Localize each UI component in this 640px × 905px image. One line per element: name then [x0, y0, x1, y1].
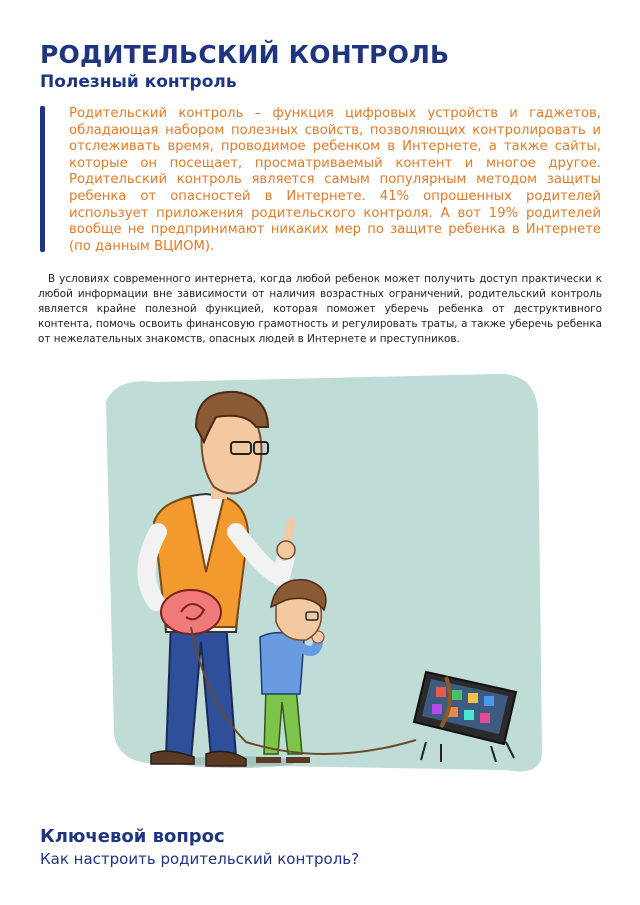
key-question-title: Ключевой вопрос [40, 826, 225, 847]
quote-accent-bar [40, 106, 45, 252]
page-subtitle: Полезный контроль [40, 72, 237, 92]
page-title: РОДИТЕЛЬСКИЙ КОНТРОЛЬ [40, 40, 450, 69]
body-paragraph: В условиях современного интернета, когда любой ребенок может получить доступ практически к любой информации вне зависимости от наличия возрастных ограничений, родительский контроль является крайне полезной функцией, которая поможет уберечь ребенка от деструктивного контента, помочь освоить финансовую грамотность и регулировать траты, а также уберечь ребенка от нежелательных знакомств, опасных людей в Интернете и преступников. [38, 273, 602, 345]
key-question-text: Как настроить родительский контроль? [40, 850, 360, 868]
intro-quote: Родительский контроль – функция цифровых устройств и гаджетов, обладающая набором полезных свойств, позволяющих контролировать и отслеживать время, проводимое ребенком в Интернете, а также сайты, которые он посещает, просматриваемый контент и многое другое. Родительский контроль является самым популярным методом защиты ребенка от опасностей в Интернете. 41% опрошенных родителей использует приложения родительского контроля. А вот 19% родителей вообще не предпринимают никаких мер по защите ребенка в Интернете (по данным ВЦИОМ). [69, 106, 601, 254]
parental-control-illustration [96, 372, 544, 780]
